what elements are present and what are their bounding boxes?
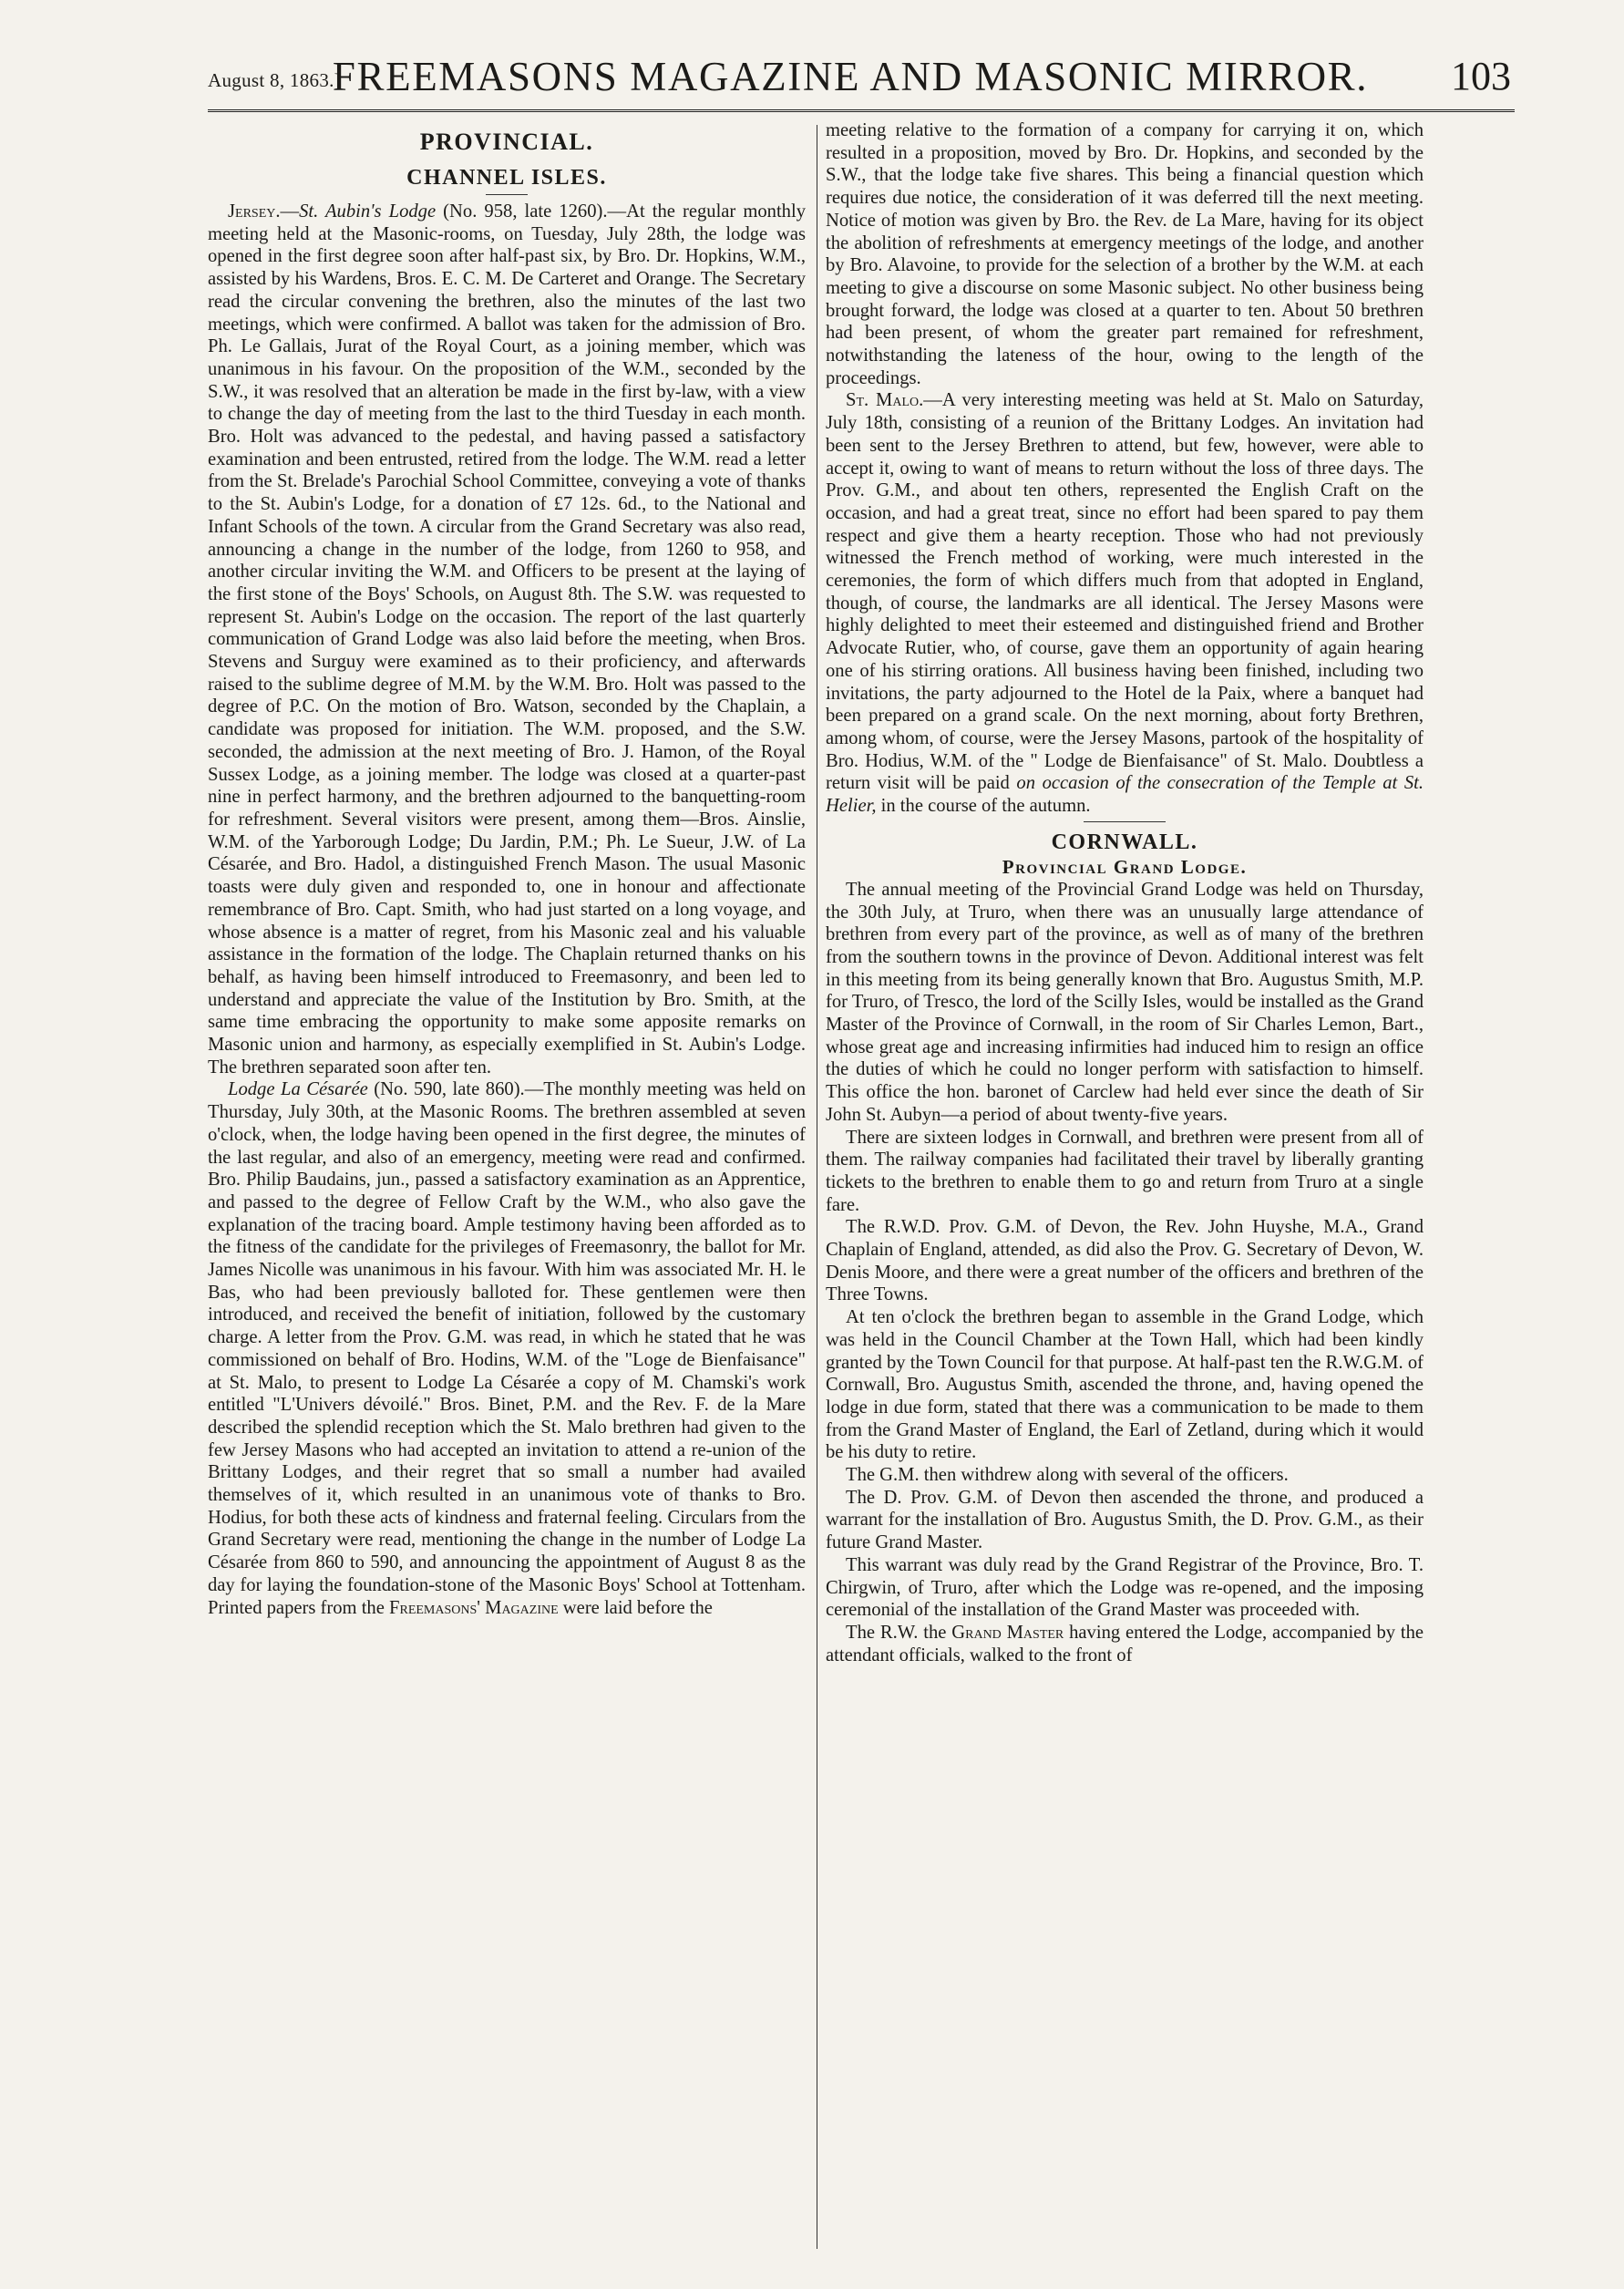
- paragraph-lodge-la-cesaree: [208, 1078, 806, 1619]
- subheading-cornwall: CORNWALL.: [1051, 830, 1198, 854]
- paragraph-gm-withdrew: The G.M. then withdrew along with several of the officers.: [846, 1465, 1289, 1486]
- section-heading-provincial: PROVINCIAL.: [419, 129, 594, 155]
- paragraph-text: (No. 958, late 1260).—At the regular monthly meeting held at the Masonic-rooms, on Tuesday, July 28th, the lodge was opened in the first degree soon after half-past six, by Bro. Dr. Hopkins, W.M., assisted by his Wardens, Bros. E. C. M. De Carteret and Orange. The Secretary read the circular convening the brethren, also the minutes of the last two meetings, which were confirmed. A ballot was taken for the admission of Bro. Ph. Le Gallais, Jurat of the Royal Court, as a joining member, which was unanimous in his favour. On the proposition of the W.M., seconded by the S.W., it was resolved that an alteration be made in the first by-law, with a view to change the day of meeting from the last to the third Tuesday in each month. Bro. Holt was advanced to the pedestal, and having passed a satisfactory examination and been entrusted, retired from the lodge. The W.M. read a letter from the St. Brelade's Parochial School Committee, conveying a vote of thanks to the St. Aubin's Lodge, for a donation of £7 12s. 6d., to the National and Infant Schools of the town. A circular from the Grand Secretary was also read, announcing a change in the number of the lodge, from 1260 to 958, and another circular inviting the W.M. and Officers to be present at the laying of the first stone of the Boys' Schools, on August 8th. The S.W. was requested to represent St. Aubin's Lodge on the occasion. The report of the last quarterly communication of Grand Lodge was also laid before the meeting, when Bros. Stevens and Surguy were examined as to their proficiency, and afterwards raised to the sublime degree of M.M. by the W.M. Bro. Holt was passed to the degree of P.C. On the motion of Bro. Watson, seconded by the Chaplain, a candidate was proposed for initiation. The W.M. proposed, and the S.W. seconded, the admission at the next meeting of Bro. J. Hamon, of the Royal Sussex Lodge, as a joining member. The lodge was closed at a quarter-past nine in perfect harmony, and the brethren adjourned to the banquetting-room for refreshment. Several visitors were present, among them—Bros. Ainslie, W.M. of the Yarborough Lodge; Du Jardin, P.M.; Ph. Le Sueur, J.W. of La Césarée, and Bro. Hadol, a distinguished French Mason. The usual Masonic toasts were duly given and responded to, one in honour and affectionate remembrance of Bro. Capt. Smith, who had just started on a long voyage, and whose absence is a matter of regret, from his Masonic zeal and his valuable assistance in the formation of the lodge. The Chaplain returned thanks on his behalf, as having been himself introduced to Freemasonry, and been led to understand and appreciate the value of the Institution by Bro. Smith, at the same time embracing the opportunity to make some apposite remarks on Masonic union and harmony, as especially exemplified in St. Aubin's Lodge. The brethren separated soon after ten.: [208, 201, 806, 1077]
- section-divider: [1084, 821, 1166, 822]
- paragraph-warrant-produced: The D. Prov. G.M. of Devon then ascended the throne, and produced a warrant for the installation of Bro. Augustus Smith, the D. Prov. G.M., as their future Grand Master.: [826, 1487, 1424, 1553]
- paragraph-warrant-read: This warrant was duly read by the Grand Registrar of the Province, Bro. T. Chirgwin, of Truro, after which the Lodge was re-opened, and the imposing ceremonial of the installation of the Grand Master was proceeded with.: [826, 1554, 1424, 1621]
- left-column: [208, 119, 806, 1619]
- publication-title: FREEMASONS MAGAZINE AND MASONIC MIRROR.: [332, 54, 1369, 99]
- paragraph-text: The R.W. the: [846, 1623, 952, 1643]
- paragraph-st-malo: [826, 389, 1424, 817]
- paragraph-continued: meeting relative to the formation of a company for carrying it on, which resulted in a proposition, moved by Bro. Dr. Hopkins, and seconded by the S.W., that the lodge take five shares. This being a financial question which requires due notice, the consideration of it was deferred till the next meeting. Notice of motion was given by Bro. the Rev. de La Mare, having for its object the abolition of refreshments at emergency meetings of the lodge, and another by Bro. Alavoine, to provide for the selection of a brother by the W.M. at each meeting to give a discourse on some Masonic subject. No other business being brought forward, the lodge was closed at a quarter to ten. About 50 brethren had been present, of whom the greater part remained for refreshment, notwithstanding the lateness of the hour, owing to the length of the proceedings.: [826, 120, 1424, 388]
- heading-divider: [486, 194, 528, 195]
- paragraph-grand-master-entered: [826, 1622, 1424, 1666]
- magazine-name: Freemasons' Magazine: [389, 1597, 559, 1618]
- paragraph-devon-attendance: The R.W.D. Prov. G.M. of Devon, the Rev. John Huyshe, M.A., Grand Chaplain of England, attended, as did also the Prov. G. Secretary of Devon, W. Denis Moore, and there were a great number of the officers and brethren of the Three Towns.: [826, 1217, 1424, 1305]
- title-grand-master: Grand Master: [951, 1623, 1064, 1643]
- paragraph-annual-meeting: The annual meeting of the Provincial Grand Lodge was held on Thursday, the 30th July, at Truro, when there was an unusually large attendance of brethren from every part of the province, as well as of many of the brethren from the southern towns in the province of Devon. Additional interest was felt in this meeting from its being generally known that Bro. Augustus Smith, M.P. for Truro, of Tresco, the lord of the Scilly Isles, would be installed as the Grand Master of the Province of Cornwall, in the room of Sir Charles Lemon, Bart., whose great age and increasing infirmities had induced him to resign an office the duties of which he could no longer perform with satisfaction to himself. This office the hon. baronet of Carclew had held ever since the death of Sir John St. Aubyn—a period of about twenty-five years.: [826, 879, 1424, 1125]
- place-name: St. Malo.: [846, 390, 924, 411]
- paragraph-st-aubins-lodge: Jersey.—St. Aubin's Lodge (No. 958, late 1260).—At the regular monthly meeting held at the Masonic-rooms, on Tuesday, July 28th, the lodge was opened in the first degree soon after half-past six, by Bro. Dr. Hopkins, W.M., assisted by his Wardens, Bros. E. C. M. De Carteret and Orange. The Secretary read the circular convening the brethren, also the minutes of the last two meetings, which were confirmed. A ballot was taken for the admission of Bro. Ph. Le Gallais, Jurat of the Royal Court, as a joining member, which was unanimous in his favour. On the proposition of the W.M., seconded by the S.W., it was resolved that an alteration be made in the first by-law, with a view to change the day of meeting from the last to the third Tuesday in each month. Bro. Holt was advanced to the pedestal, and having passed a satisfactory examination and been entrusted, retired from the lodge. The W.M. read a letter from the St. Brelade's Parochial School Committee, conveying a vote of thanks to the St. Aubin's Lodge, for a donation of £7 12s. 6d., to the National and Infant Schools of the town. A circular from the Grand Secretary was also read, announcing a change in the number of the lodge, from 1260 to 958, and another circular inviting the W.M. and Officers to be present at the laying of the first stone of the Boys' Schools, on August 8th. The S.W. was requested to represent St. Aubin's Lodge on the occasion. The report of the last quarterly communication of Grand Lodge was also laid before the meeting, when Bros. Stevens and Surguy were examined as to their proficiency, and afterwards raised to the sublime degree of M.M. by the W.M. Bro. Holt was passed to the degree of P.C. On the motion of Bro. Watson, seconded by the Chaplain, a candidate was proposed for initiation. The W.M. proposed, and the S.W. seconded, the admission at the next meeting of Bro. J. Hamon, of the Royal Sussex Lodge, as a joining member. The lodge was closed at a quarter-past nine in perfect harmony, and the brethren adjourned to the banquetting-room for refreshment. Several visitors were present, among them—Bros. Ainslie, W.M. of the Yarborough Lodge; Du Jardin, P.M.; Ph. Le Sueur, J.W. of La Césarée, and Bro. Hadol, a distinguished French Mason. The usual Masonic toasts were duly given and responded to, one in honour and affectionate remembrance of Bro. Capt. Smith, who had just started on a long voyage, and whose absence is a matter of regret, from his Masonic zeal and his valuable assistance in the formation of the lodge. The Chaplain returned thanks on his behalf, as having been himself introduced to Freemasonry, and been led to understand and appreciate the value of the Institution by Bro. Smith, at the same time embracing the opportunity to make some apposite remarks on Masonic union and harmony, as especially exemplified in St. Aubin's Lodge. The brethren separated soon after ten.: [208, 201, 806, 1077]
- subheading-provincial-grand-lodge: Provincial Grand Lodge.: [1002, 855, 1248, 878]
- article-columns: [208, 119, 1515, 2262]
- subheading-channel-isles: CHANNEL ISLES.: [406, 166, 607, 190]
- lodge-name: Lodge La Césarée: [228, 1079, 368, 1100]
- lodge-name: St. Aubin's Lodge: [299, 201, 437, 222]
- right-column: [826, 119, 1424, 1666]
- place-name: Jersey.: [228, 201, 281, 222]
- paragraph-text-tail: were laid before the: [558, 1597, 713, 1618]
- paragraph-text: (No. 590, late 860).—The monthly meeting was held on Thursday, July 30th, at the Masonic Rooms. The brethren assembled at seven o'clock, when, the lodge having been opened in the first degree, the minutes of the last regular, and also of an emergency, meeting were read and confirmed. Bro. Philip Baudains, jun., passed a satisfactory examination as an Apprentice, and passed to the degree of Fellow Craft by the W.M., who also gave the explanation of the tracing board. Ample testimony having been afforded as to the fitness of the candidate for the privileges of Freemasonry, the ballot for Mr. James Nicolle was unanimous in his favour. With him was associated Mr. H. le Bas, who had been previously balloted for. These gentlemen were then introduced, and received the benefit of initiation, followed by the customary charge. A letter from the Prov. G.M. was read, in which he stated that he was commissioned on behalf of Bro. Hodins, W.M. of the "Loge de Bienfaisance" at St. Malo, to present to Lodge La Césarée a copy of M. Chamski's work entitled "L'Univers dévoilé." Bros. Binet, P.M. and the Rev. F. de la Mare described the splendid reception which the St. Malo brethren had given to the few Jersey Masons who had accepted an invitation to attend a re-union of the Brittany Lodges, and their regret that so small a number had availed themselves of it, which resulted in an unanimous vote of thanks to Bro. Hodius, for both these acts of kindness and fraternal feeling. Circulars from the Grand Secretary were read, mentioning the change in the number of Lodge La Césarée from 860 to 590, and announcing the appointment of August 8 as the day for laying the foundation-stone of the Masonic Boys' School at Tottenham. Printed papers from the: [208, 1079, 806, 1618]
- paragraph-text-end: in the course of the autumn.: [876, 796, 1091, 817]
- paragraph-text-end: having entered the Lodge, accompanied by the attendant officials, walked to the front of: [826, 1623, 1424, 1665]
- paragraph-assembly: At ten o'clock the brethren began to assemble in the Grand Lodge, which was held in the Council Chamber at the Town Hall, which had been kindly granted by the Town Council for that purpose. At half-past ten the R.W.G.M. of Cornwall, Bro. Augustus Smith, ascended the throne, and, having opened the lodge in due form, stated that there was a communication to be made to them from the Grand Master of England, the Earl of Zetland, during which it would be his duty to retire.: [826, 1307, 1424, 1463]
- page-number: 103: [1451, 54, 1511, 98]
- paragraph-text: —A very interesting meeting was held at St. Malo on Saturday, July 18th, consisting of a reunion of the Brittany Lodges. An invitation had been sent to the Jersey Brethren to attend, but few, however, were able to accept it, owing to want of means to return without the loss of three days. The Prov. G.M., and about ten others, represented the English Craft on the occasion, and had a great treat, since no effort had been spared to pay them respect and give them a hearty reception. Those who had not previously witnessed the French method of working, were much interested in the ceremonies, the form of which differs much from that adopted in England, though, of course, the landmarks are all identical. The Jersey Masons were highly delighted to meet their esteemed and distinguished friend and Brother Advocate Rutier, who, of course, gave them an opportunity of again hearing one of his stirring orations. All business having been finished, including two invitations, the party adjourned to the Hotel de la Paix, where a banquet had been prepared on a grand scale. On the next morning, about forty Brethren, among whom, of course, were the Jersey Masons, partook of the hospitality of Bro. Hodius, W.M. of the " Lodge de Bienfaisance" of St. Malo. Doubtless a return visit will be paid: [826, 390, 1424, 794]
- paragraph-italic-text: on occasion of the consecration of the Temple at St. Helier,: [826, 773, 1424, 817]
- masthead: [208, 53, 1515, 112]
- issue-date: August 8, 1863.]: [208, 69, 341, 91]
- paragraph-sixteen-lodges: There are sixteen lodges in Cornwall, and brethren were present from all of them. The railway companies had facilitated their travel by liberally granting tickets to the brethren to enable them to go and return from Truro at a single fare.: [826, 1127, 1424, 1215]
